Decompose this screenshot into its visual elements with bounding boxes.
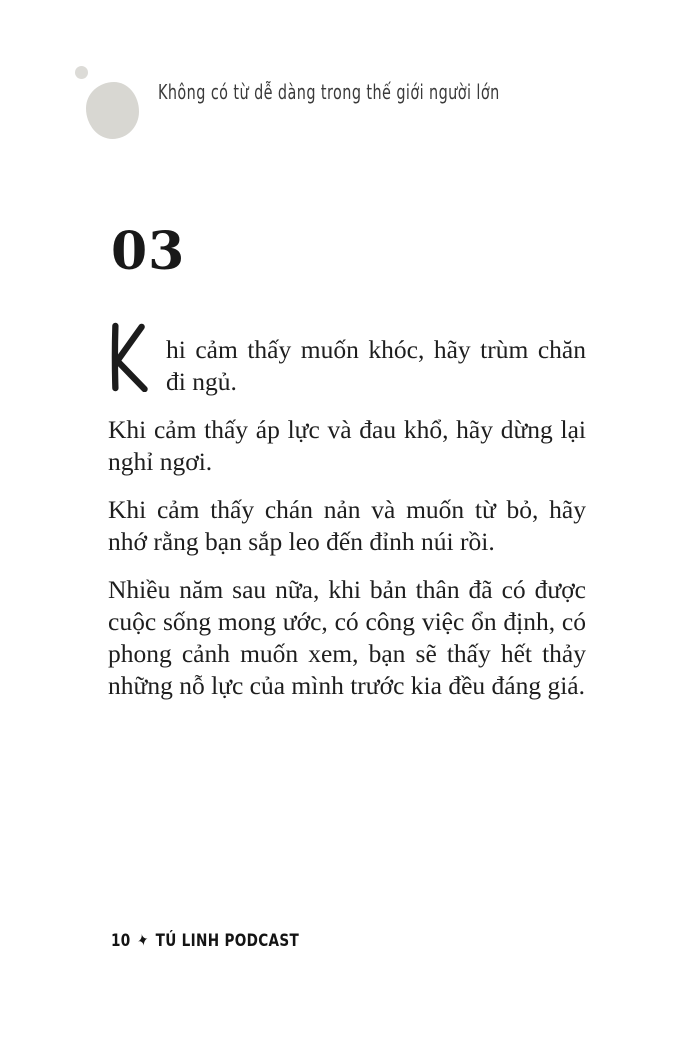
page-number: 10 [111, 931, 131, 951]
paragraph-1-text: hi cảm thấy muốn khóc, hãy trùm chăn đi ngủ. [166, 335, 586, 396]
handdrawn-k-icon [108, 322, 150, 392]
paragraph-4-text: Nhiều năm sau nữa, khi bản thân đã có được cuộc sống mong ước, có công việc ổn định, có phong cảnh muốn xem, bạn sẽ thấy hết thảy những nỗ lực của mình trước kia đều đáng giá. [108, 575, 586, 700]
paragraph-4 [108, 574, 586, 702]
paragraph-2 [108, 414, 586, 478]
paragraph-2-text: Khi cảm thấy áp lực và đau khổ, hãy dừng lại nghỉ ngơi. [108, 415, 586, 476]
dropcap-letter-k [108, 322, 150, 392]
paragraph-1 [108, 334, 586, 398]
book-title: TÚ LINH PODCAST [155, 931, 300, 951]
sparkle-icon: ✦ [135, 929, 151, 953]
chapter-number: 03 [111, 221, 186, 282]
ink-blob-stamp [86, 82, 139, 139]
paragraph-3 [108, 494, 586, 558]
chapter-body [108, 334, 586, 702]
running-header-title: Không có từ dễ dàng trong thế giới người lớn [158, 80, 500, 104]
ink-dot-small [75, 66, 88, 79]
paragraph-3-text: Khi cảm thấy chán nản và muốn từ bỏ, hãy nhớ rằng bạn sắp leo đến đỉnh núi rồi. [108, 495, 586, 556]
page-footer [111, 929, 300, 953]
